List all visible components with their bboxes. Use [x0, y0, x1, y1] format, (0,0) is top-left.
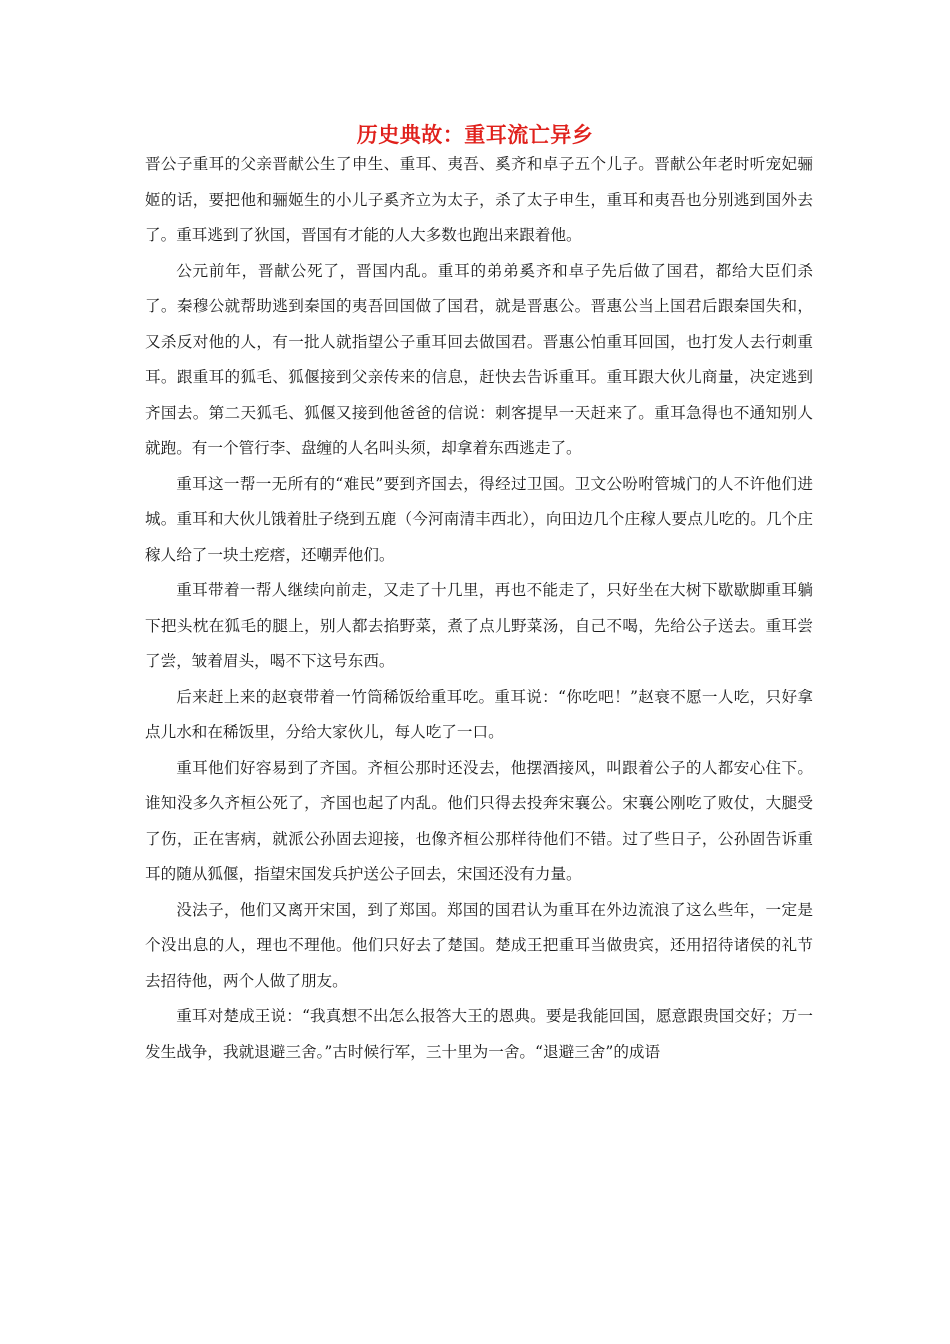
paragraph: 没法子，他们又离开宋国，到了郑国。郑国的国君认为重耳在外边流浪了这么些年，一定是个没出息的人，理也不理他。他们只好去了楚国。楚成王把重耳当做贵宾，还用招待诸侯的礼节去招待他，两个人做了朋友。	[145, 900, 813, 990]
paragraph: 重耳带着一帮人继续向前走，又走了十几里，再也不能走了，只好坐在大树下歇歇脚重耳躺下把头枕在狐毛的腿上，别人都去掐野菜，煮了点儿野菜汤，自己不喝，先给公子送去。重耳尝了尝，皱着眉头，喝不下这号东西。	[145, 581, 813, 670]
article-body	[145, 147, 813, 1070]
paragraph: 重耳他们好容易到了齐国。齐桓公那时还没去，他摆酒接风，叫跟着公子的人都安心住下。谁知没多久齐桓公死了，齐国也起了内乱。他们只得去投奔宋襄公。宋襄公刚吃了败仗，大腿受了伤，正在害病，就派公孙固去迎接，也像齐桓公那样待他们不错。过了些日子，公孙固告诉重耳的随从狐偃，指望宋国发兵护送公子回去，宋国还没有力量。	[145, 758, 813, 883]
paragraph: 后来赶上来的赵衰带着一竹筒稀饭给重耳吃。重耳说：“你吃吧！”赵衰不愿一人吃，只好拿点儿水和在稀饭里，分给大家伙儿，每人吃了一口。	[145, 687, 813, 741]
paragraph: 晋公子重耳的父亲晋献公生了申生、重耳、夷吾、奚齐和卓子五个儿子。晋献公年老时听宠妃骊姬的话，要把他和骊姬生的小儿子奚齐立为太子，杀了太子申生，重耳和夷吾也分别逃到国外去了。重耳逃到了狄国，晋国有才能的人大多数也跑出来跟着他。	[145, 155, 813, 244]
paragraph: 重耳对楚成王说：“我真想不出怎么报答大王的恩典。要是我能回国，愿意跟贵国交好；万一发生战争，我就退避三舍。”古时候行军，三十里为一舍。“退避三舍”的成语	[145, 1007, 813, 1061]
paragraph: 重耳这一帮一无所有的“难民”要到齐国去，得经过卫国。卫文公吩咐管城门的人不许他们进城。重耳和大伙儿饿着肚子绕到五鹿（今河南清丰西北），向田边几个庄稼人要点儿吃的。几个庄稼人给了一块土疙瘩，还嘲弄他们。	[145, 474, 813, 564]
paragraph: 公元前年，晋献公死了，晋国内乱。重耳的弟弟奚齐和卓子先后做了国君，都给大臣们杀了。秦穆公就帮助逃到秦国的夷吾回国做了国君，就是晋惠公。晋惠公当上国君后跟秦国失和，又杀反对他的人，有一批人就指望公子重耳回去做国君。晋惠公怕重耳回国，也打发人去行刺重耳。跟重耳的狐毛、狐偃接到父亲传来的信息，赶快去告诉重耳。重耳跟大伙儿商量，决定逃到齐国去。第二天狐毛、狐偃又接到他爸爸的信说：刺客提早一天赶来了。重耳急得也不通知别人就跑。有一个管行李、盘缠的人名叫头须，却拿着东西逃走了。	[145, 261, 813, 457]
page-title: 历史典故：重耳流亡异乡	[356, 123, 594, 147]
